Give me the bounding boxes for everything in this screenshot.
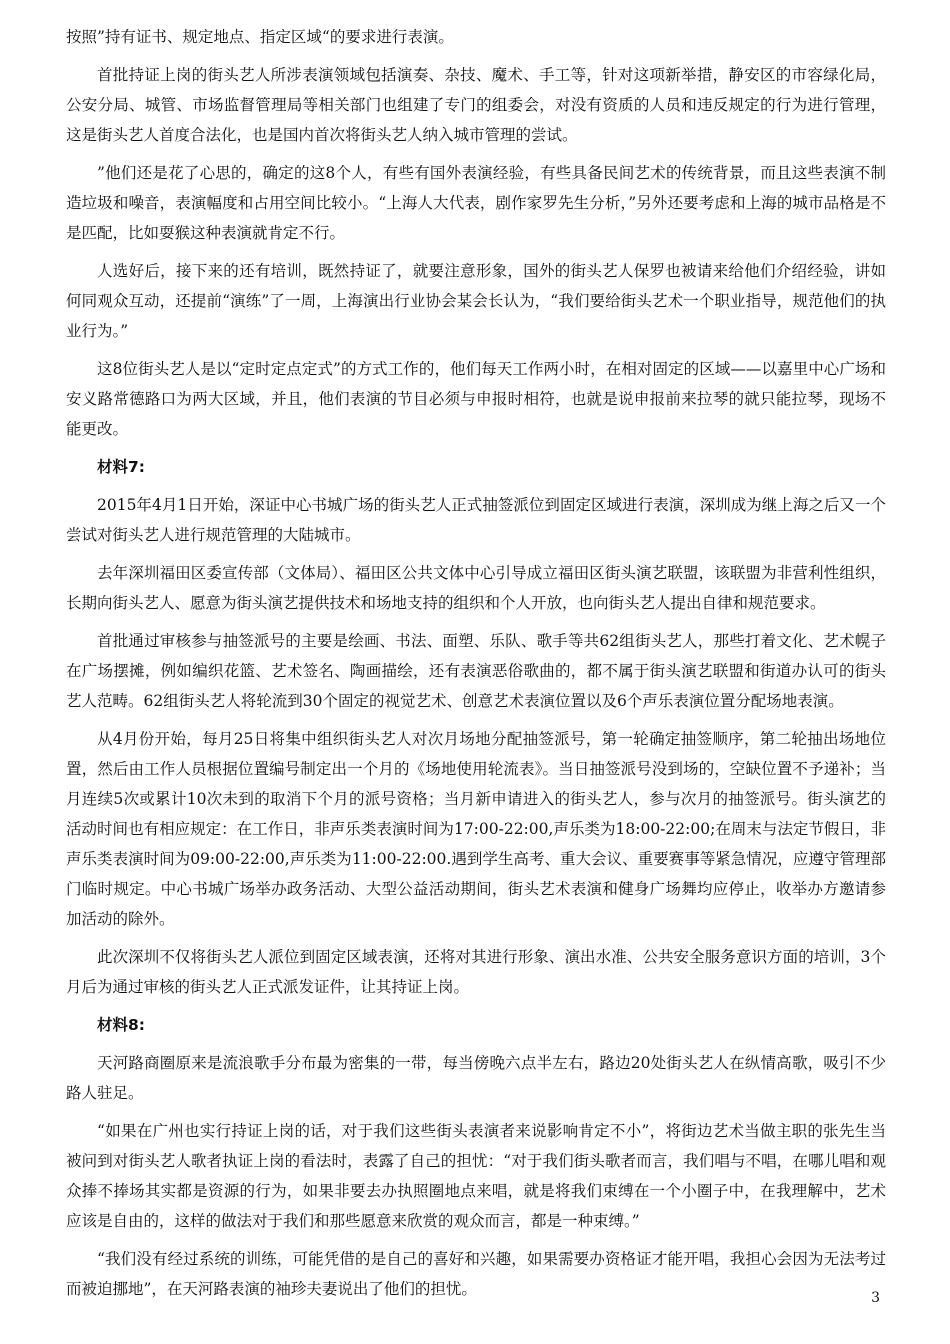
paragraph: ”他们还是花了心思的，确定的这8个人，有些有国外表演经验，有些具备民间艺术的传统背景，而且这些表演不制造垃圾和噪音，表演幅度和占用空间比较小。“上海人大代表，剧作家罗先生分析，”另外还要考虑和上海的城市品格是不是匹配，比如耍猴这种表演就肯定不行。 (66, 164, 886, 242)
paragraph: 2015年4月1日开始，深证中心书城广场的街头艺人正式抽签派位到固定区域进行表演，深圳成为继上海之后又一个尝试对街头艺人进行规范管理的大陆城市。 (66, 496, 886, 544)
paragraph: “我们没有经过系统的训练，可能凭借的是自己的喜好和兴趣，如果需要办资格证才能开唱，我担心会因为无法考过而被迫挪地”，在天河路表演的袖珍夫妻说出了他们的担忧。 (66, 1250, 886, 1298)
paragraph: 按照”持有证书、规定地点、指定区域“的要求进行表演。 (66, 28, 454, 46)
page-number: 3 (871, 1290, 880, 1306)
paragraph: 首批持证上岗的街头艺人所涉表演领域包括演奏、杂技、魔术、手工等，针对这项新举措，静安区的市容绿化局，公安分局、城管、市场监督管理局等相关部门也组建了专门的组委会，对没有资质的人员和违反规定的行为进行管理，这是街头艺人首度合法化，也是国内首次将街头艺人纳入城市管理的尝试。 (66, 66, 886, 144)
paragraph: 去年深圳福田区委宣传部（文体局）、福田区公共文体中心引导成立福田区街头演艺联盟，该联盟为非营利性组织，长期向街头艺人、愿意为街头演艺提供技术和场地支持的组织和个人开放，也向街头艺人提出自律和规范要求。 (66, 564, 886, 612)
document-body (66, 22, 886, 1312)
paragraph: 天河路商圈原来是流浪歌手分布最为密集的一带，每当傍晚六点半左右，路边20处街头艺人在纵情高歌，吸引不少路人驻足。 (66, 1054, 886, 1102)
paragraph: 从4月份开始，每月25日将集中组织街头艺人对次月场地分配抽签派号，第一轮确定抽签顺序，第二轮抽出场地位置，然后由工作人员根据位置编号制定出一个月的《场地使用轮流表》。当日抽签派号没到场的，空缺位置不予递补；当月连续5次或累计10次未到的取消下个月的派号资格；当月新申请进入的街头艺人，参与次月的抽签派号。街头演艺的活动时间也有相应规定：在工作日，非声乐类表演时间为17:00-22:00,声乐类为18:00-22:00;在周末与法定节假日，非声乐类表演时间为09:00-22:00,声乐类为11:00-22:00.遇到学生高考、重大会议、重要赛事等紧急情况，应遵守管理部门临时规定。中心书城广场举办政务活动、大型公益活动期间，街头艺术表演和健身广场舞均应停止，收举办方邀请参加活动的除外。 (66, 730, 886, 928)
paragraph: 这8位街头艺人是以“定时定点定式”的方式工作的，他们每天工作两小时，在相对固定的区域——以嘉里中心广场和安义路常德路口为两大区域，并且，他们表演的节目必须与申报时相符，也就是说申报前来拉琴的就只能拉琴，现场不能更改。 (66, 360, 886, 438)
paragraph: “如果在广州也实行持证上岗的话，对于我们这些街头表演者来说影响肯定不小”，将街边艺术当做主职的张先生当被问到对街头艺人歌者执证上岗的看法时，表露了自己的担忧：“对于我们街头歌者而言，我们唱与不唱，在哪儿唱和观众捧不捧场其实都是资源的行为，如果非要去办执照圈地点来唱，就是将我们束缚在一个小圈子中，在我理解中，艺术应该是自由的，这样的做法对于我们和那些愿意来欣赏的观众而言，都是一种束缚。” (66, 1122, 886, 1230)
paragraph: 此次深圳不仅将街头艺人派位到固定区域表演，还将对其进行形象、演出水准、公共安全服务意识方面的培训，3个月后为通过审核的街头艺人正式派发证件，让其持证上岗。 (66, 948, 886, 996)
paragraph: 首批通过审核参与抽签派号的主要是绘画、书法、面塑、乐队、歌手等共62组街头艺人，那些打着文化、艺术幌子在广场摆摊，例如编织花篮、艺术签名、陶画描绘，还有表演恶俗歌曲的，都不属于街头演艺联盟和街道办认可的街头艺人范畴。62组街头艺人将轮流到30个固定的视觉艺术、创意艺术表演位置以及6个声乐表演位置分配场地表演。 (66, 632, 886, 710)
paragraph: 人选好后，接下来的还有培训，既然持证了，就要注意形象，国外的街头艺人保罗也被请来给他们介绍经验，讲如何同观众互动，还提前“演练”了一周，上海演出行业协会某会长认为，“我们要给街头艺术一个职业指导，规范他们的执业行为。” (66, 262, 886, 340)
section-heading-material-8: 材料8: (97, 1016, 145, 1034)
section-heading-material-7: 材料7: (97, 458, 145, 476)
